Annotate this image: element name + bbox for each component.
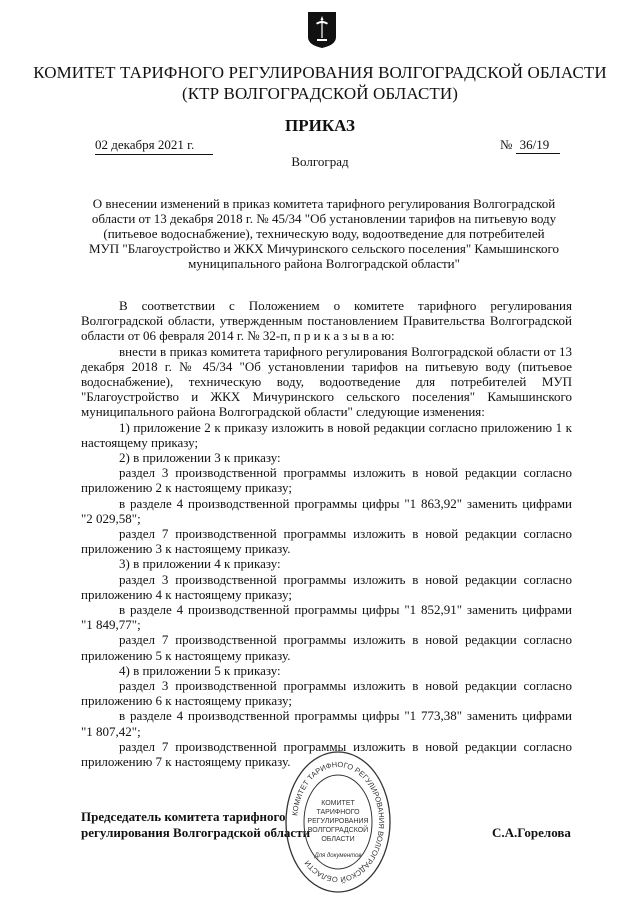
- subject-line: О внесении изменений в приказ комитета тарифного регулирования Волгоградской: [92, 196, 556, 211]
- svg-text:КОМИТЕТ ТАРИФНОГО РЕГУЛИРОВАНИ: КОМИТЕТ ТАРИФНОГО РЕГУЛИРОВАНИЯ ВОЛГОГРАДСКОЙ ОБЛАСТИ: [290, 759, 387, 885]
- number-label: №: [500, 137, 513, 152]
- committee-short-name: (КТР ВОЛГОГРАДСКОЙ ОБЛАСТИ): [181, 84, 459, 103]
- body-paragraph: раздел 7 производственной программы изложить в новой редакции согласно приложению 7 к настоящему приказу.: [81, 738, 572, 770]
- document-body: [81, 298, 572, 769]
- subject-line: области от 13 декабря 2018 г. № 45/34 "Об установлении тарифов на питьевую воду: [91, 211, 557, 226]
- svg-text:Для документов: Для документов: [314, 853, 362, 859]
- subject-line: МУП "Благоустройство и ЖКХ Мичуринского сельского поселения" Камышинского: [89, 241, 559, 256]
- body-paragraph: 2) в приложении 3 к приказу:: [119, 450, 281, 466]
- document-title: ПРИКАЗ: [285, 116, 355, 135]
- body-paragraph: раздел 3 производственной программы изложить в новой редакции согласно приложению 2 к настоящему приказу;: [81, 465, 572, 496]
- body-paragraph: раздел 3 производственной программы изложить в новой редакции согласно приложению 6 к настоящему приказу;: [81, 678, 572, 709]
- body-paragraph: раздел 7 производственной программы изложить в новой редакции согласно приложению 3 к настоящему приказу.: [81, 526, 572, 557]
- subject-line: муниципального района Волгоградской области": [188, 256, 460, 271]
- body-paragraph: 3) в приложении 4 к приказу:: [119, 556, 281, 572]
- body-paragraph: в разделе 4 производственной программы цифры "1 852,91" заменить цифрами "1 849,77";: [81, 602, 572, 633]
- svg-text:ТАРИФНОГО: ТАРИФНОГО: [316, 809, 360, 816]
- svg-text:КОМИТЕТ: КОМИТЕТ: [321, 800, 355, 807]
- body-paragraph: В соответствии с Положением о комитете тарифного регулирования Волгоградской области, утвержденным постановлением Правительства Волгоградской области от 06 февраля 2014 г. № 32-п, п р и к а з ы в а ю:: [81, 298, 572, 344]
- signatory-position: [81, 809, 310, 841]
- signatory-name: С.А.Горелова: [492, 825, 571, 840]
- coat-of-arms-emblem: [307, 11, 337, 49]
- body-paragraph: раздел 7 производственной программы изложить в новой редакции согласно приложению 5 к настоящему приказу.: [81, 632, 572, 663]
- number-value: 36/19: [516, 137, 560, 154]
- position-line: регулирования Волгоградской области: [81, 825, 311, 840]
- body-paragraph: 4) в приложении 5 к приказу:: [119, 662, 281, 678]
- committee-name: КОМИТЕТ ТАРИФНОГО РЕГУЛИРОВАНИЯ ВОЛГОГРАДСКОЙ ОБЛАСТИ: [33, 63, 607, 82]
- body-paragraph: 1) приложение 2 к приказу изложить в новой редакции согласно приложению 1 к настоящему приказу;: [81, 419, 572, 450]
- subject-line: (питьевое водоснабжение), техническую воду, водоотведение для потребителей: [103, 226, 545, 241]
- body-paragraph: в разделе 4 производственной программы цифры "1 773,38" заменить цифрами "1 807,42";: [81, 708, 572, 739]
- document-subject: [78, 196, 570, 271]
- document-number: [500, 137, 560, 154]
- position-line: Председатель комитета тарифного: [81, 809, 286, 824]
- document-date: 02 декабря 2021 г.: [95, 137, 213, 155]
- body-paragraph: в разделе 4 производственной программы цифры "1 863,92" заменить цифрами "2 029,58";: [81, 495, 572, 526]
- svg-text:РЕГУЛИРОВАНИЯ: РЕГУЛИРОВАНИЯ: [307, 818, 369, 825]
- svg-text:ВОЛГОГРАДСКОЙ: ВОЛГОГРАДСКОЙ: [307, 827, 369, 834]
- official-seal: [283, 747, 393, 897]
- body-paragraph: раздел 3 производственной программы изложить в новой редакции согласно приложению 4 к настоящему приказу;: [81, 571, 572, 602]
- svg-text:ОБЛАСТИ: ОБЛАСТИ: [321, 836, 355, 843]
- city: Волгоград: [291, 154, 349, 169]
- body-paragraph: внести в приказ комитета тарифного регулирования Волгоградской области от 13 декабря 2018 г. № 45/34 "Об установлении тарифов на питьевую воду (питьевое водоснабжение), техническую воду, водоотведение для потребителей МУП "Благоустройство и ЖКХ Мичуринского сельского поселения" Камышинского муниципального района Волгоградской области" следующие изменения:: [81, 343, 572, 420]
